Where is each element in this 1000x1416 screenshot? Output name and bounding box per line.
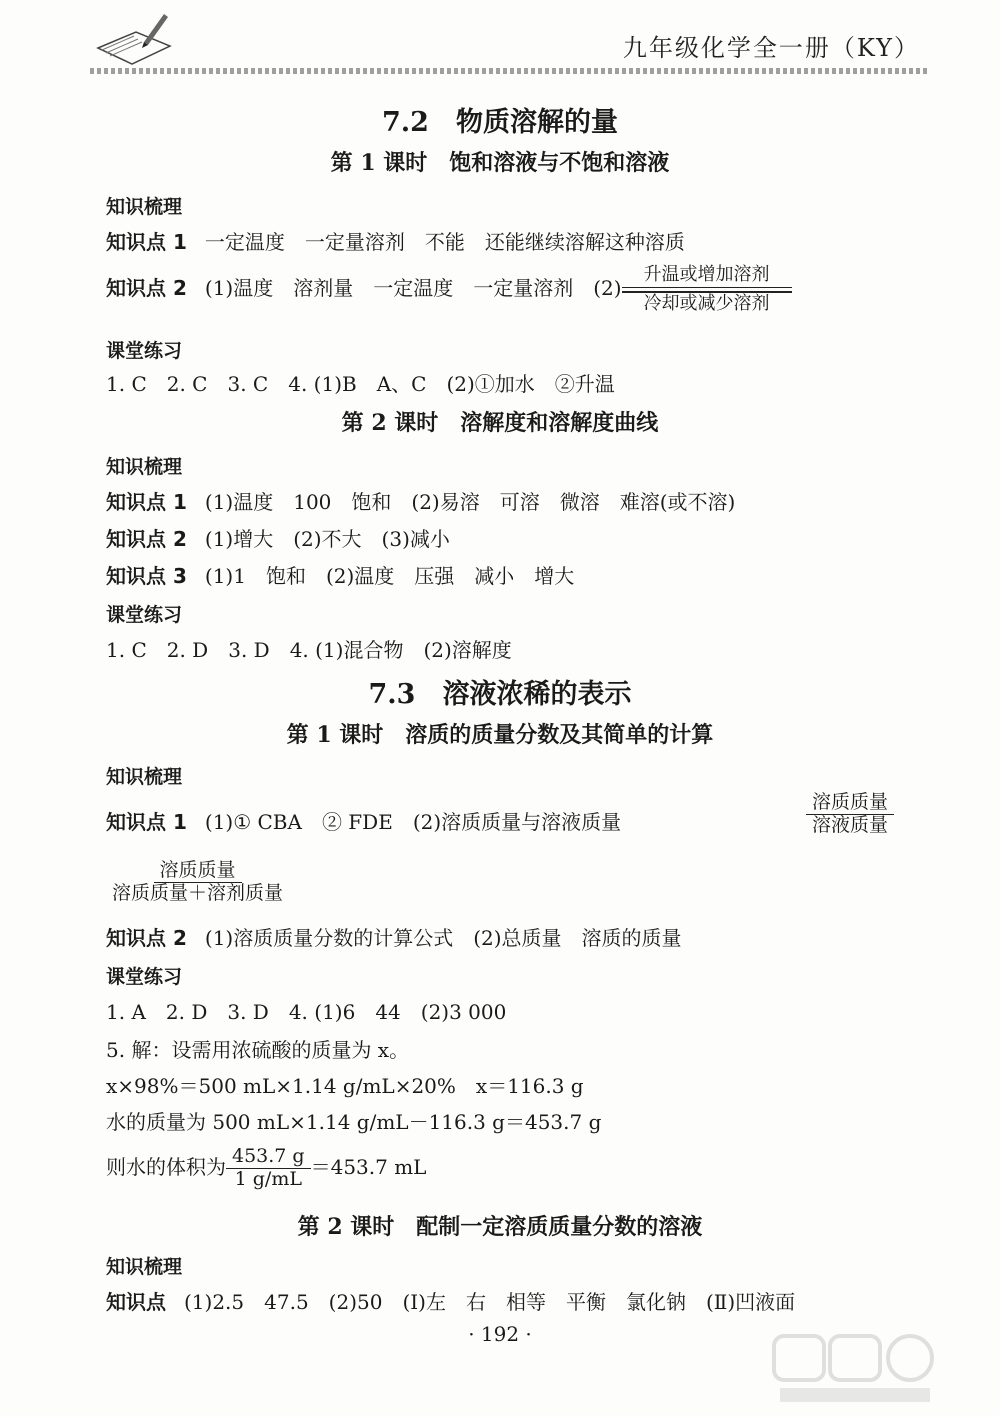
section-heading: 7.2 物质溶解的量 — [382, 107, 618, 138]
lesson-heading: 第 1 课时 饱和溶液与不饱和溶液 — [330, 150, 670, 176]
section-label: 知识梳理 — [106, 196, 183, 218]
practice-answers: 1. C 2. C 3. C 4. (1)B A、C (2)①加水 ②升温 — [106, 372, 615, 396]
solution-line — [106, 1146, 426, 1191]
knowledge-point — [106, 264, 792, 315]
section-label: 知识梳理 — [106, 766, 183, 788]
fraction-denominator: 溶液质量 — [812, 813, 889, 836]
knowledge-text: (1)增大 (2)不大 (3)减小 — [204, 527, 450, 551]
practice-answers: 1. A 2. D 3. D 4. (1)6 44 (2)3 000 — [106, 1000, 507, 1024]
knowledge-label: 知识点 1 — [106, 230, 187, 254]
section-label: 知识梳理 — [106, 1256, 183, 1278]
knowledge-label: 知识点 2 — [106, 926, 187, 950]
knowledge-text: (1)① CBA ② FDE (2)溶质质量与溶液质量 — [204, 810, 622, 834]
fraction-numerator: 溶质质量 — [806, 792, 894, 815]
fraction-denominator: 1 g/mL — [234, 1167, 302, 1190]
header-title: 九年级化学全一册（KY） — [622, 34, 920, 62]
knowledge-point — [106, 1286, 795, 1315]
knowledge-text: (1)2.5 47.5 (2)50 (Ⅰ)左 右 相等 平衡 氯化钠 (Ⅱ)凹液面 — [184, 1290, 796, 1314]
fraction-denominator: 溶质质量＋溶剂质量 — [112, 881, 284, 904]
knowledge-point — [106, 486, 735, 515]
lesson-heading: 第 2 课时 配制一定溶质质量分数的溶液 — [297, 1214, 703, 1240]
practice-answers: 1. C 2. D 3. D 4. (1)混合物 (2)溶解度 — [106, 638, 512, 662]
fraction — [106, 860, 289, 905]
knowledge-label: 知识点 2 — [106, 527, 187, 551]
knowledge-text: (1)温度 溶剂量 一定温度 一定量溶剂 (2) — [204, 276, 622, 300]
knowledge-point — [106, 523, 450, 552]
section-label: 课堂练习 — [106, 604, 183, 626]
knowledge-text: (1)1 饱和 (2)温度 压强 减小 增大 — [204, 564, 575, 588]
lesson-heading: 第 2 课时 溶解度和溶解度曲线 — [341, 410, 659, 436]
knowledge-point — [106, 806, 621, 835]
solution-text: ＝453.7 mL — [310, 1154, 427, 1179]
knowledge-text: (1)溶质质量分数的计算公式 (2)总质量 溶质的质量 — [204, 926, 682, 950]
knowledge-point — [106, 226, 685, 255]
reversible-arrow — [622, 264, 792, 315]
knowledge-text: (1)温度 100 饱和 (2)易溶 可溶 微溶 难溶(或不溶) — [204, 490, 736, 514]
knowledge-label: 知识点 1 — [106, 810, 187, 834]
section-label: 知识梳理 — [106, 456, 183, 478]
section-label: 课堂练习 — [106, 966, 183, 988]
section-heading: 7.3 溶液浓稀的表示 — [368, 679, 632, 710]
section-label: 课堂练习 — [106, 340, 183, 362]
knowledge-label: 知识点 2 — [106, 276, 187, 300]
arrow-bottom-text: 冷却或减少溶剂 — [643, 292, 770, 314]
solution-text: 则水的体积为 — [106, 1154, 226, 1179]
knowledge-point — [106, 922, 682, 951]
solution-line: x×98%＝500 mL×1.14 g/mL×20% x＝116.3 g — [106, 1074, 584, 1098]
notebook-pencil-icon — [92, 8, 178, 68]
header-divider — [90, 68, 928, 74]
solution-line: 5. 解：设需用浓硫酸的质量为 x。 — [106, 1038, 410, 1062]
lesson-heading: 第 1 课时 溶质的质量分数及其简单的计算 — [286, 722, 714, 748]
knowledge-label: 知识点 3 — [106, 564, 187, 588]
fraction-numerator: 453.7 g — [226, 1146, 311, 1169]
knowledge-label: 知识点 — [106, 1290, 166, 1314]
watermark-logo-icon — [770, 1330, 940, 1410]
knowledge-point — [106, 560, 574, 589]
page-number: · 192 · — [468, 1322, 532, 1346]
fraction — [806, 792, 894, 837]
fraction-numerator: 溶质质量 — [154, 860, 242, 883]
arrow-top-text: 升温或增加溶剂 — [643, 264, 770, 285]
double-arrow-icon — [622, 287, 792, 293]
knowledge-text: 一定温度 一定量溶剂 不能 还能继续溶解这种溶质 — [204, 230, 685, 254]
solution-line: 水的质量为 500 mL×1.14 g/mL－116.3 g＝453.7 g — [106, 1110, 602, 1134]
knowledge-label: 知识点 1 — [106, 490, 187, 514]
